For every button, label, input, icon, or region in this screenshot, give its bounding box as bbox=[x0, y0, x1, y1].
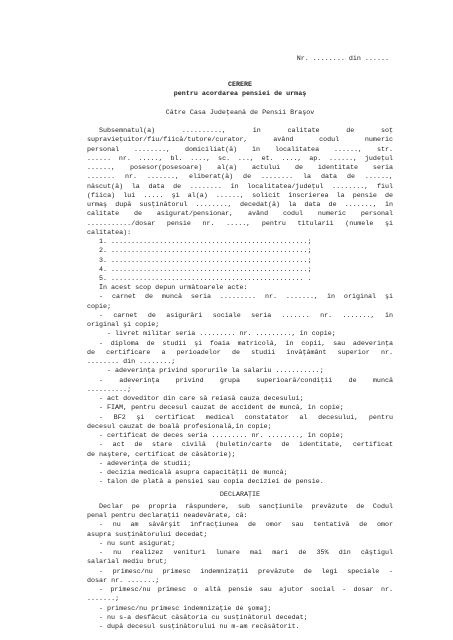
document-item: - BF2 şi certificat medical constatator al decesului, pentru bbox=[99, 413, 393, 422]
declaration-line: asupra susţinătorului decedat; bbox=[87, 530, 208, 539]
declaration-line: - primesc/nu primesc o altă pensie sau ajutor social - dosar nr. bbox=[99, 586, 393, 595]
applicant-line: născut(ă) la data de ........ în localitatea/judeţul ........, fiul bbox=[87, 182, 393, 191]
applicant-line: calitatea): bbox=[87, 228, 132, 237]
document-subtitle: pentru acordarea pensiei de urmaş bbox=[173, 90, 307, 99]
document-item: ........ din ........; bbox=[87, 358, 176, 367]
document-item: copie; bbox=[87, 302, 112, 311]
document-item: - act de stare civilă (buletin/carte de identitate, certificat bbox=[99, 441, 393, 450]
declaration-line: - după decesul susţinătorului nu m-am recăsătorit. bbox=[99, 623, 300, 631]
applicant-line: supravieţuitor/fiu/fiică/tutore/curator, având codul numeric bbox=[87, 136, 393, 145]
addressee: Către Casa Judeţeană de Pensii Braşov bbox=[165, 108, 315, 117]
declaration-line: - nu s-a desfăcut căsătoria cu susţinătorul decedat; bbox=[99, 613, 308, 622]
document-item: - adeverinţa privind grupa superioară/condiţii de muncă bbox=[99, 376, 393, 385]
applicant-line: Subsemnatul(a) .........., în calitate de soţ bbox=[99, 127, 393, 136]
beneficiary-line: 3. .................................................; bbox=[99, 256, 312, 265]
applicant-line: calitate de asigurat/pensionar, având codul numeric personal bbox=[87, 210, 393, 219]
beneficiary-line: 5. ................................................ . bbox=[99, 274, 312, 283]
document-title: CERERE bbox=[227, 80, 253, 89]
document-item: de certificare a perioadelor de studii învăţământ superior nr. bbox=[87, 348, 393, 357]
document-item: - carnet de asigurări sociale seria ....... nr. ......., în bbox=[99, 311, 393, 320]
document-item: original şi copie; bbox=[87, 321, 160, 330]
declaration-line: penal pentru declaraţii neadevărate, că: bbox=[87, 512, 248, 521]
document-item: - FIAM, pentru decesul cauzat de accident de muncă, în copie; bbox=[99, 404, 344, 413]
documents-intro: În acest scop depun următoarele acte: bbox=[99, 284, 248, 293]
document-item: - certificat de deces seria ......... nr. ........, în copie; bbox=[99, 432, 344, 441]
document-item: - decizia medicală asupra capacităţii de muncă; bbox=[99, 469, 288, 477]
declaration-line: Declar pe propria răspundere, sub sancţiunile prevăzute de Codul bbox=[99, 502, 393, 511]
declaration-line: - nu am săvârşit infracţiunea de omor sau tentativă de omor bbox=[99, 521, 393, 530]
applicant-line: (fiica) lui ..... şi al(a) ......, solicit înscrierea la pensie de bbox=[87, 191, 393, 200]
beneficiary-line: 2. .................................................; bbox=[99, 247, 312, 256]
applicant-line: personal ........, domiciliat(ă) în localitatea ......, str. bbox=[87, 145, 393, 154]
declaration-line: dosar nr. .......; bbox=[87, 576, 160, 585]
applicant-line: urmaş după susţinătorul ........, decedat(ă) la data de ......., în bbox=[87, 201, 393, 210]
document-item: - act doveditor din care să reiasă cauza decesului; bbox=[99, 395, 304, 404]
registration-number: Nr. ........ din ...... bbox=[296, 55, 389, 63]
declaration-line: - nu realizez venituri lunare mai mari de 35% din câştigul bbox=[99, 549, 393, 558]
declaration-title: DECLARAŢIE bbox=[219, 490, 261, 499]
document-item: - adeverinţa privind sporurile la salariu ...........; bbox=[107, 367, 324, 376]
applicant-line: ...... nr. ....., bl. ...., sc. ..., et. ...., ap. ......, judeţul bbox=[87, 154, 393, 163]
declaration-line: - primesc/nu primesc indemnizaţie de şomaj; bbox=[99, 604, 272, 613]
document-item: ..........; bbox=[87, 385, 132, 394]
declaration-line: .......; bbox=[87, 595, 120, 604]
document-item: - talon de plată a pensiei sau copia deciziei de pensie. bbox=[99, 478, 324, 487]
document-item: - diploma de studii şi foaia matricolă, în copii, sau adeverinţa bbox=[99, 339, 393, 348]
applicant-line: .........../dosar pensie nr. ....., pentru titularii (numele şi bbox=[87, 219, 393, 228]
beneficiary-line: 1. .................................................; bbox=[99, 238, 312, 247]
beneficiary-line: 4. .................................................; bbox=[99, 265, 312, 274]
document-item: - carnet de muncă seria ......... nr. ......., în original şi bbox=[99, 293, 393, 302]
document-item: de naştere, certificat de căsătorie); bbox=[87, 450, 236, 459]
applicant-line: ....... nr. ......., eliberat(ă) de ........ la data de ......, bbox=[87, 173, 393, 182]
document-item: - adeverinţa de studii; bbox=[99, 459, 192, 468]
declaration-line: - nu sunt asigurat; bbox=[99, 539, 176, 548]
declaration-line: salarial mediu brut; bbox=[87, 558, 168, 567]
document-item: - livret militar seria ......... nr. ........., în copie; bbox=[107, 330, 336, 339]
declaration-line: - primesc/nu primesc indemnizaţii prevăzute de legi speciale - bbox=[99, 567, 393, 576]
applicant-line: ......, posesor(posesoare) al(a) actului de identitate seria bbox=[87, 164, 393, 173]
document-item: decesul cauzat de boală profesională,în copie; bbox=[87, 422, 272, 431]
